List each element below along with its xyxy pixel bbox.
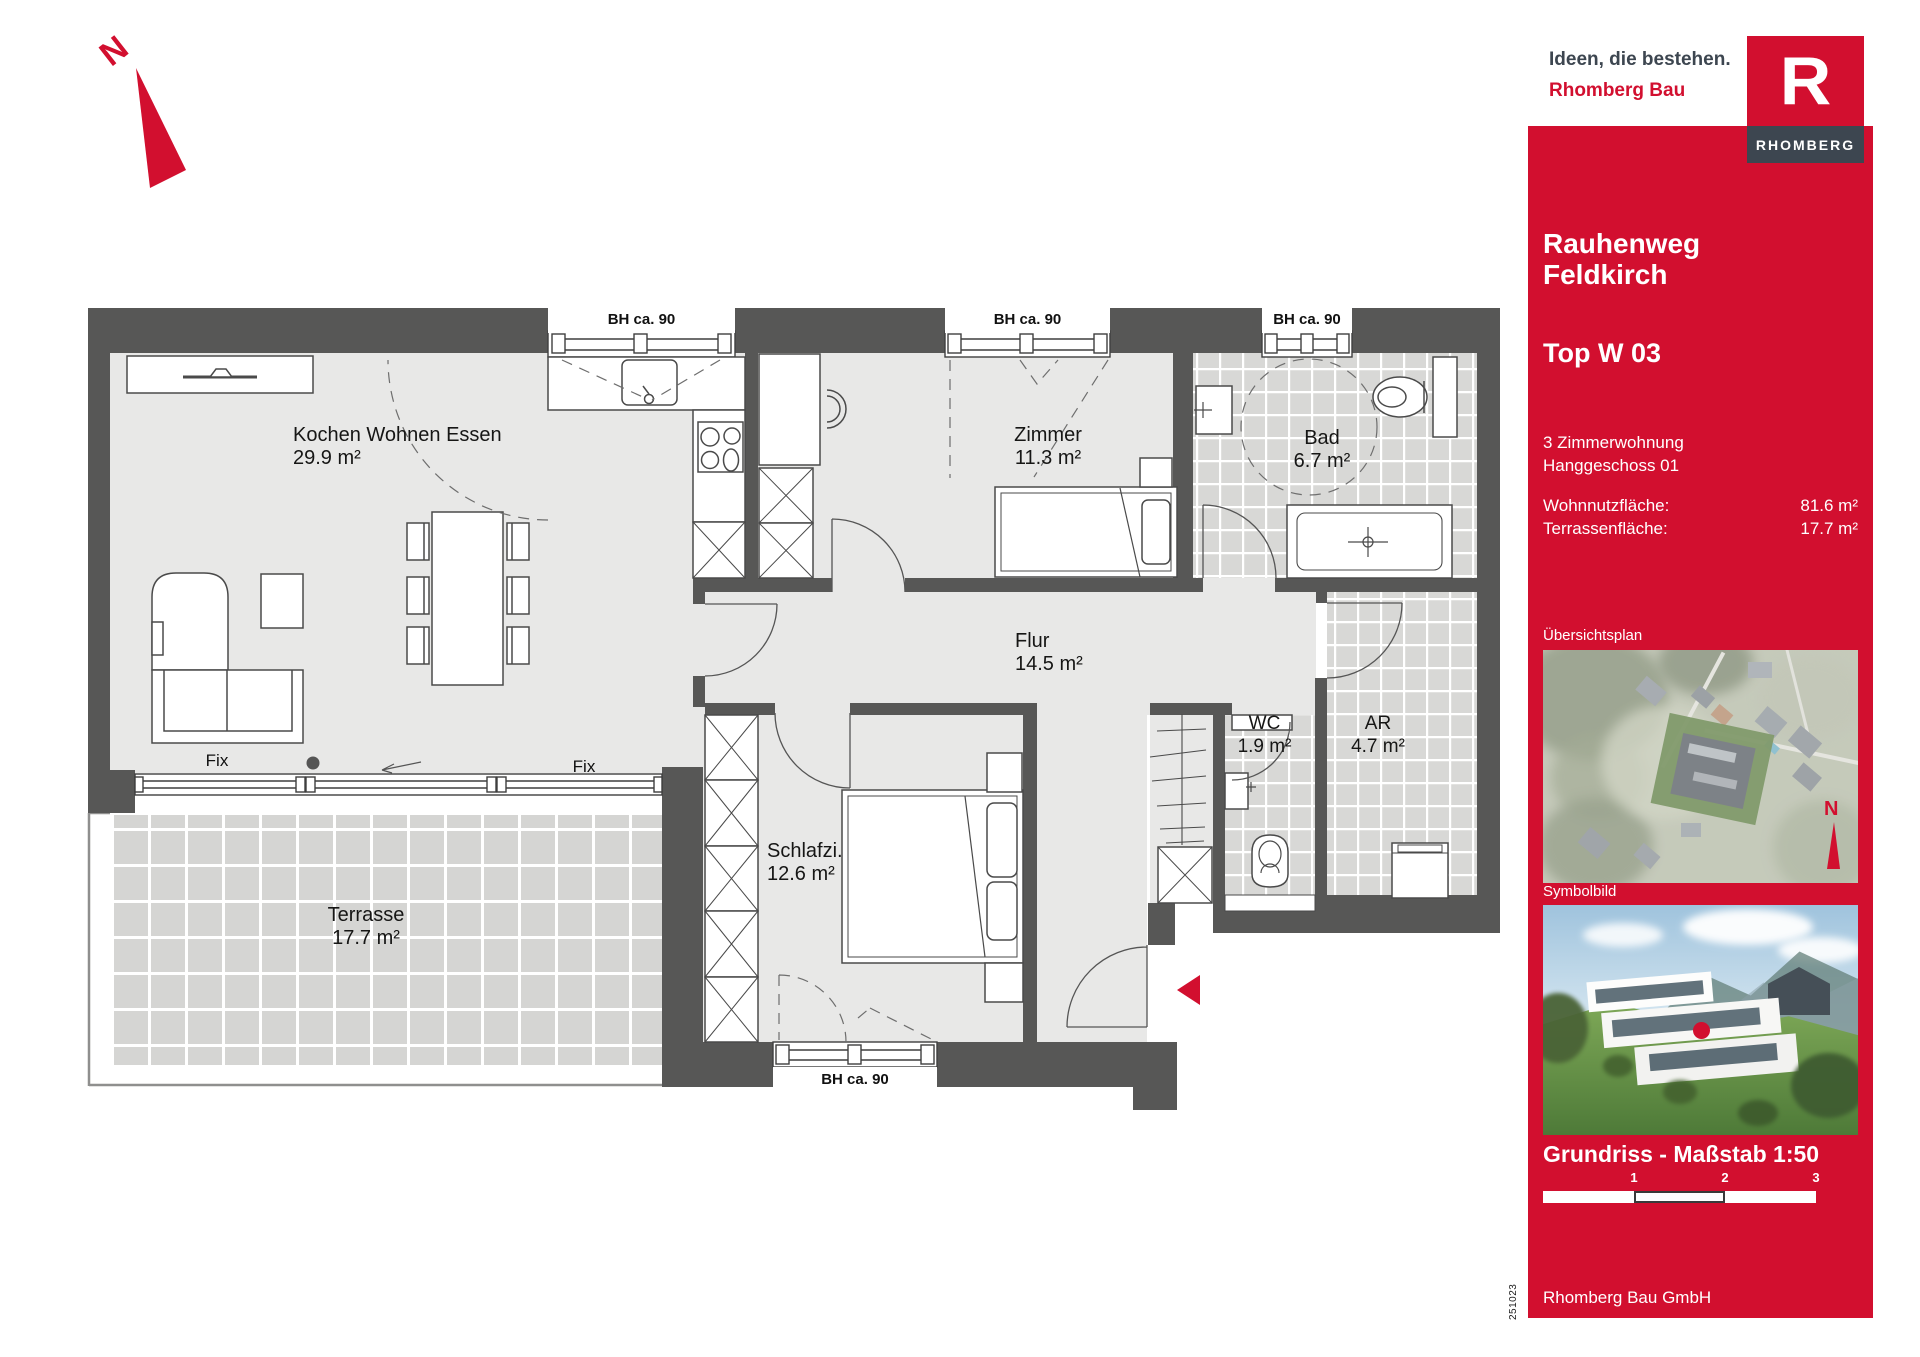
window-height-label: BH ca. 90 [548, 307, 735, 333]
scale-bar-segment [1634, 1191, 1725, 1203]
scale-bar-segment [1725, 1191, 1816, 1203]
north-arrow-icon [136, 68, 186, 188]
entrance-arrow-icon [1177, 975, 1200, 1005]
rhomberg-wordmark: RHOMBERG [1747, 126, 1864, 163]
fix-window-label: Fix [205, 751, 229, 770]
window-top-kitchen [548, 331, 735, 357]
project-title: Rauhenweg Feldkirch [1543, 228, 1701, 290]
metric-value: 81.6 m² [1800, 496, 1858, 515]
symbol-render-photo [1543, 905, 1858, 1135]
room-label-flur: Flur 14.5 m² [1015, 630, 1083, 675]
room-label-ar: AR 4.7 m² [1351, 713, 1405, 757]
room-label-kochen-wohnen-essen: Kochen Wohnen Essen 29.9 m² [293, 424, 502, 469]
room-label-schlafzimmer: Schlafzi. 12.6 m² [767, 840, 843, 885]
symbol-image-title: Symbolbild [1543, 883, 1617, 900]
overview-aerial-photo [1543, 650, 1858, 883]
overview-north-needle-icon [1821, 822, 1845, 872]
window-top-bad [1262, 331, 1352, 357]
north-letter: N [92, 28, 136, 74]
metric-terrace-area: Terrassenfläche: 17.7 m² [1543, 519, 1858, 538]
company-name: Rhomberg Bau GmbH [1543, 1288, 1712, 1307]
overview-north-letter: N [1824, 798, 1839, 820]
window-height-label: BH ca. 90 [1262, 307, 1352, 333]
rhomberg-logo-icon: R [1747, 36, 1864, 126]
scale-tick-2: 2 [1721, 1170, 1729, 1185]
document-number: 251023 [1508, 1283, 1519, 1320]
scale-tick-1: 1 [1630, 1170, 1638, 1185]
scale-tick-3: 3 [1812, 1170, 1820, 1185]
metric-living-area: Wohnnutzfläche: 81.6 m² [1543, 496, 1858, 515]
plan-caption: Grundriss - Maßstab 1:50 [1543, 1141, 1820, 1167]
window-height-label: BH ca. 90 [773, 1067, 937, 1093]
floor-level: Hanggeschoss 01 [1543, 456, 1680, 475]
window-bottom-schlafzimmer [773, 1042, 937, 1067]
window-top-zimmer [945, 331, 1110, 357]
room-label-bad: Bad 6.7 m² [1293, 427, 1351, 472]
window-height-label: BH ca. 90 [945, 307, 1110, 333]
scale-bar-segment [1543, 1191, 1634, 1203]
unit-number: Top W 03 [1543, 338, 1661, 368]
room-label-wc: WC 1.9 m² [1237, 713, 1292, 757]
room-label-terrasse: Terrasse 17.7 m² [327, 904, 405, 949]
window-band-terrace [135, 774, 662, 795]
room-label-zimmer: Zimmer 11.3 m² [1014, 424, 1082, 469]
overview-map-title: Übersichtsplan [1543, 627, 1643, 644]
render-unit-marker [1693, 1022, 1710, 1039]
apartment-type: 3 Zimmerwohnung [1543, 433, 1684, 452]
brand-name: Rhomberg Bau [1549, 80, 1686, 101]
metric-value: 17.7 m² [1800, 519, 1858, 538]
brand-tagline: Ideen, die bestehen. [1549, 49, 1731, 70]
fix-window-label: Fix [572, 757, 596, 776]
